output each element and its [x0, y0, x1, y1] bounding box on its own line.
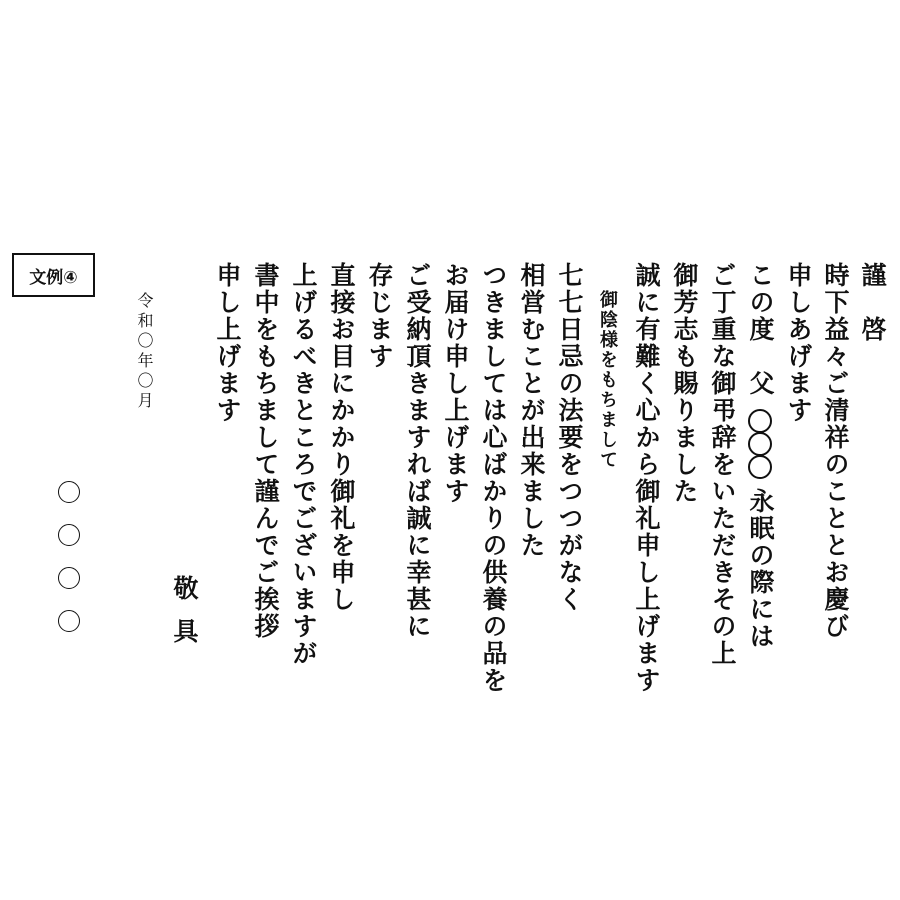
letter-opening: 謹 啓: [858, 262, 887, 343]
name-placeholder-circle: [748, 409, 772, 433]
letter-line-13: 存じます: [365, 262, 394, 370]
sender-placeholder-circle: [58, 567, 80, 589]
letter-line-5: 御芳志も賜りました: [670, 262, 699, 505]
name-placeholder-circle: [748, 455, 772, 479]
letter-line-4: ご丁重な御弔辞をいただきその上: [708, 262, 737, 667]
letter-line-7: 御陰様をもちまして: [597, 290, 618, 470]
letter-line-17: 申し上げます: [213, 262, 242, 424]
sender-placeholder-circle: [58, 481, 80, 503]
example-label: 文例④: [12, 253, 95, 297]
letter-closing: 敬具: [170, 575, 199, 661]
letter-line-6: 誠に有難く心から御礼申し上げます: [632, 262, 661, 694]
eternal-sleep-text: 永眠の際には: [746, 488, 775, 650]
letter-line-1: 時下益々ご清祥のこととお慶び: [821, 262, 850, 640]
date-line: 令和〇年〇月: [135, 292, 154, 412]
letter-line-11: お届け申し上げます: [441, 262, 470, 505]
sender-placeholder-circle: [58, 610, 80, 632]
letter-line-9: 相営むことが出来ました: [517, 262, 546, 559]
letter-line-3: この度 父: [746, 262, 775, 397]
letter-line-12: ご受納頂きますれば誠に幸甚に: [403, 262, 432, 640]
letter-line-8: 七七日忌の法要をつつがなく: [555, 262, 584, 613]
letter-line-16: 書中をもちまして謹んでご挨拶: [251, 262, 280, 640]
letter-line-14: 直接お目にかかり御礼を申し: [327, 262, 356, 613]
sender-placeholder-circle: [58, 524, 80, 546]
letter-line-15: 上げるべきところでございますが: [289, 262, 318, 667]
name-placeholder-circle: [748, 432, 772, 456]
letter-line-10: つきましては心ばかりの供養の品を: [479, 262, 508, 694]
letter-line-2: 申しあげます: [784, 262, 813, 424]
